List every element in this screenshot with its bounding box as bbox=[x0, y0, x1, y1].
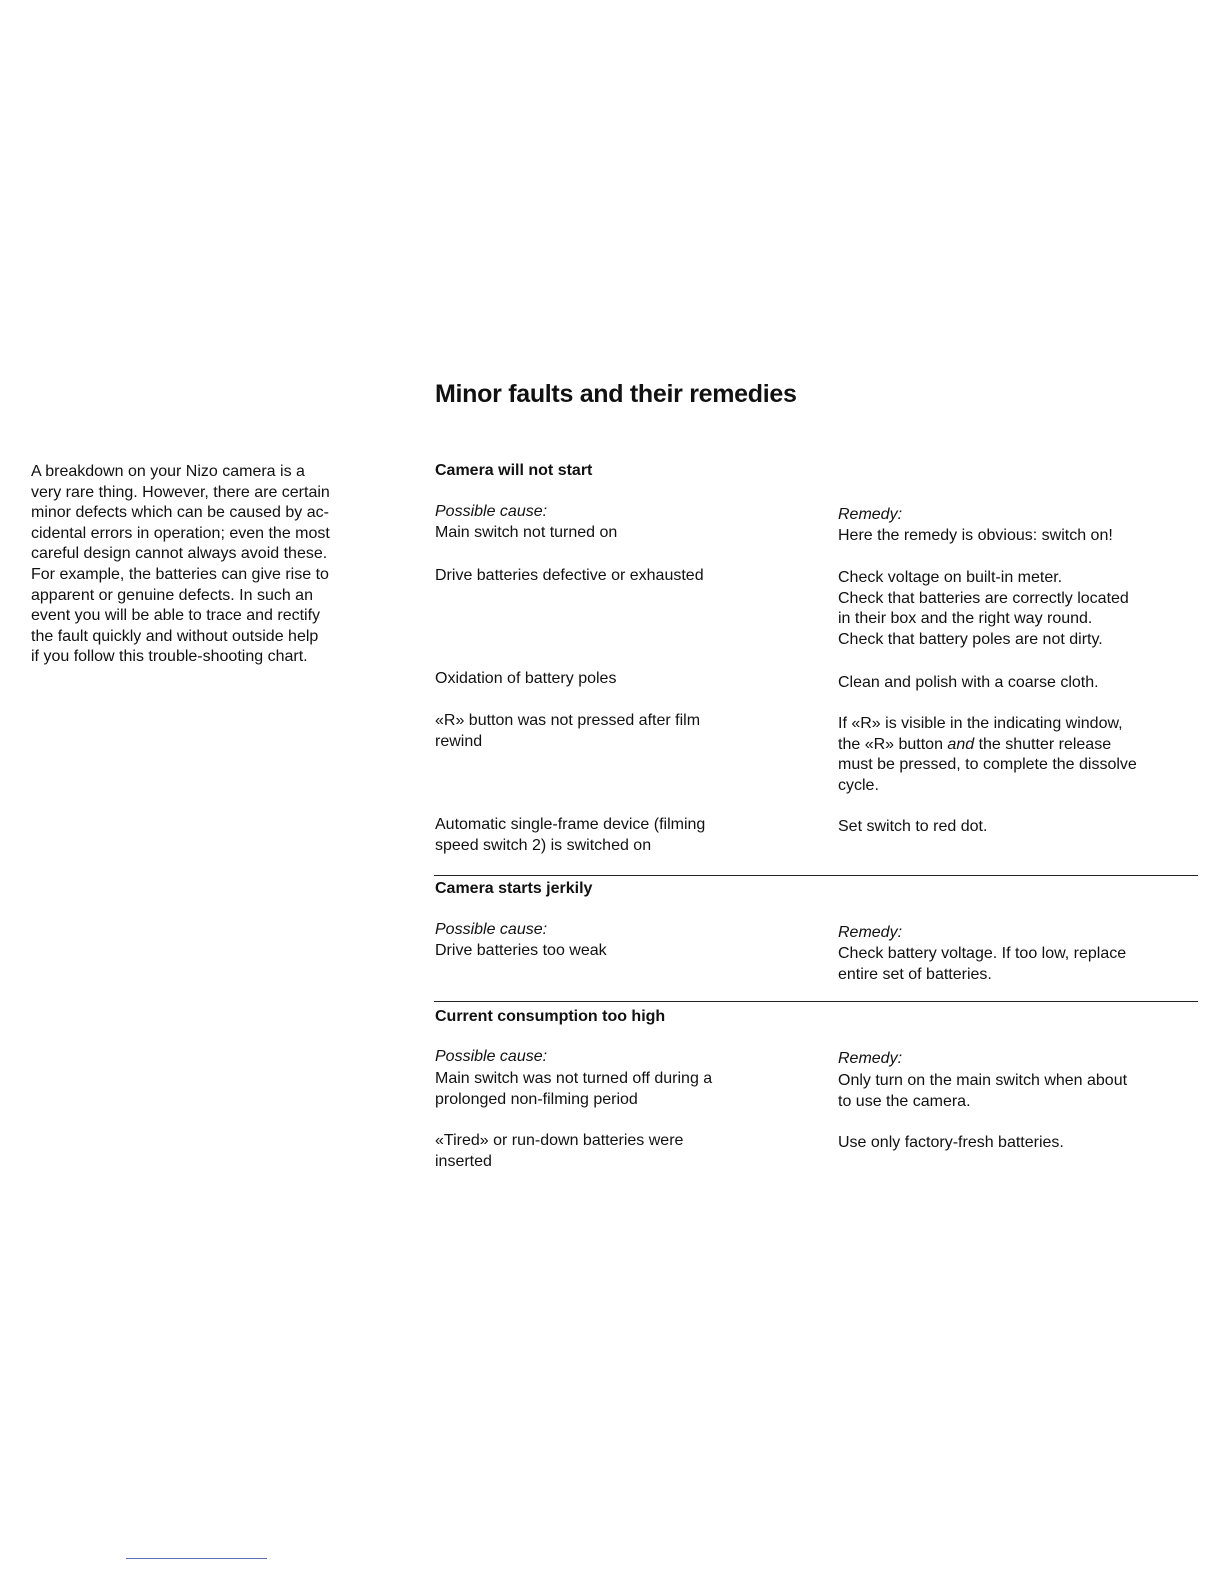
intro-paragraph: A breakdown on your Nizo camera is a very rare thing. However, there are certain minor defects which can be caused by ac- cidental errors in operation; even the most careful design cannot always avoid these. For example, the batteries can give rise to apparent or genuine defects. In such an event you will be able to trace and rectify the fault quickly and without outside help if you follow this trouble-shooting chart. bbox=[31, 463, 330, 666]
remedy-text: Here the remedy is obvious: switch on! bbox=[838, 527, 1113, 544]
remedy-label: Remedy: bbox=[838, 924, 903, 941]
cause-text: Automatic single-frame device (filming speed switch 2) is switched on bbox=[435, 816, 706, 854]
cause-text: Main switch was not turned off during a prolonged non-filming period bbox=[435, 1070, 713, 1108]
section-heading-camera-will-not-start: Camera will not start bbox=[435, 462, 593, 479]
remedy-text-part: If «R» is visible in the indicating window, the «R» button bbox=[838, 715, 1123, 753]
remedy-text: Check battery voltage. If too low, replace entire set of batteries. bbox=[838, 945, 1127, 983]
remedy-text-with-emphasis bbox=[838, 714, 1203, 796]
possible-cause-label: Possible cause: bbox=[435, 503, 548, 520]
possible-cause-label: Possible cause: bbox=[435, 921, 548, 938]
remedy-label: Remedy: bbox=[838, 1050, 903, 1067]
section-divider bbox=[434, 1001, 1198, 1002]
remedy-text: Check voltage on built-in meter. Check that batteries are correctly located in their box and the right way round. Check that battery poles are not dirty. bbox=[838, 569, 1129, 648]
remedy-text: Set switch to red dot. bbox=[838, 818, 988, 835]
remedy-emphasis: and bbox=[947, 735, 975, 753]
page-title: Minor faults and their remedies bbox=[435, 380, 797, 408]
footer-divider bbox=[126, 1558, 267, 1559]
cause-text: «Tired» or run-down batteries were inserted bbox=[435, 1132, 684, 1170]
possible-cause-label: Possible cause: bbox=[435, 1048, 548, 1065]
cause-text: Main switch not turned on bbox=[435, 524, 618, 541]
cause-text: «R» button was not pressed after film rewind bbox=[435, 712, 701, 750]
cause-text: Drive batteries too weak bbox=[435, 942, 607, 959]
remedy-label: Remedy: bbox=[838, 506, 903, 523]
cause-text: Drive batteries defective or exhausted bbox=[435, 567, 704, 584]
section-divider bbox=[434, 875, 1198, 876]
cause-text: Oxidation of battery poles bbox=[435, 670, 617, 687]
section-heading-camera-starts-jerkily: Camera starts jerkily bbox=[435, 880, 593, 897]
remedy-text-part: the shutter release must be pressed, to complete the dissolve cycle. bbox=[838, 735, 1137, 794]
remedy-text: Use only factory-fresh batteries. bbox=[838, 1134, 1064, 1151]
section-heading-current-consumption-too-high: Current consumption too high bbox=[435, 1008, 666, 1025]
remedy-text: Clean and polish with a coarse cloth. bbox=[838, 674, 1099, 691]
remedy-text: Only turn on the main switch when about to use the camera. bbox=[838, 1072, 1128, 1110]
